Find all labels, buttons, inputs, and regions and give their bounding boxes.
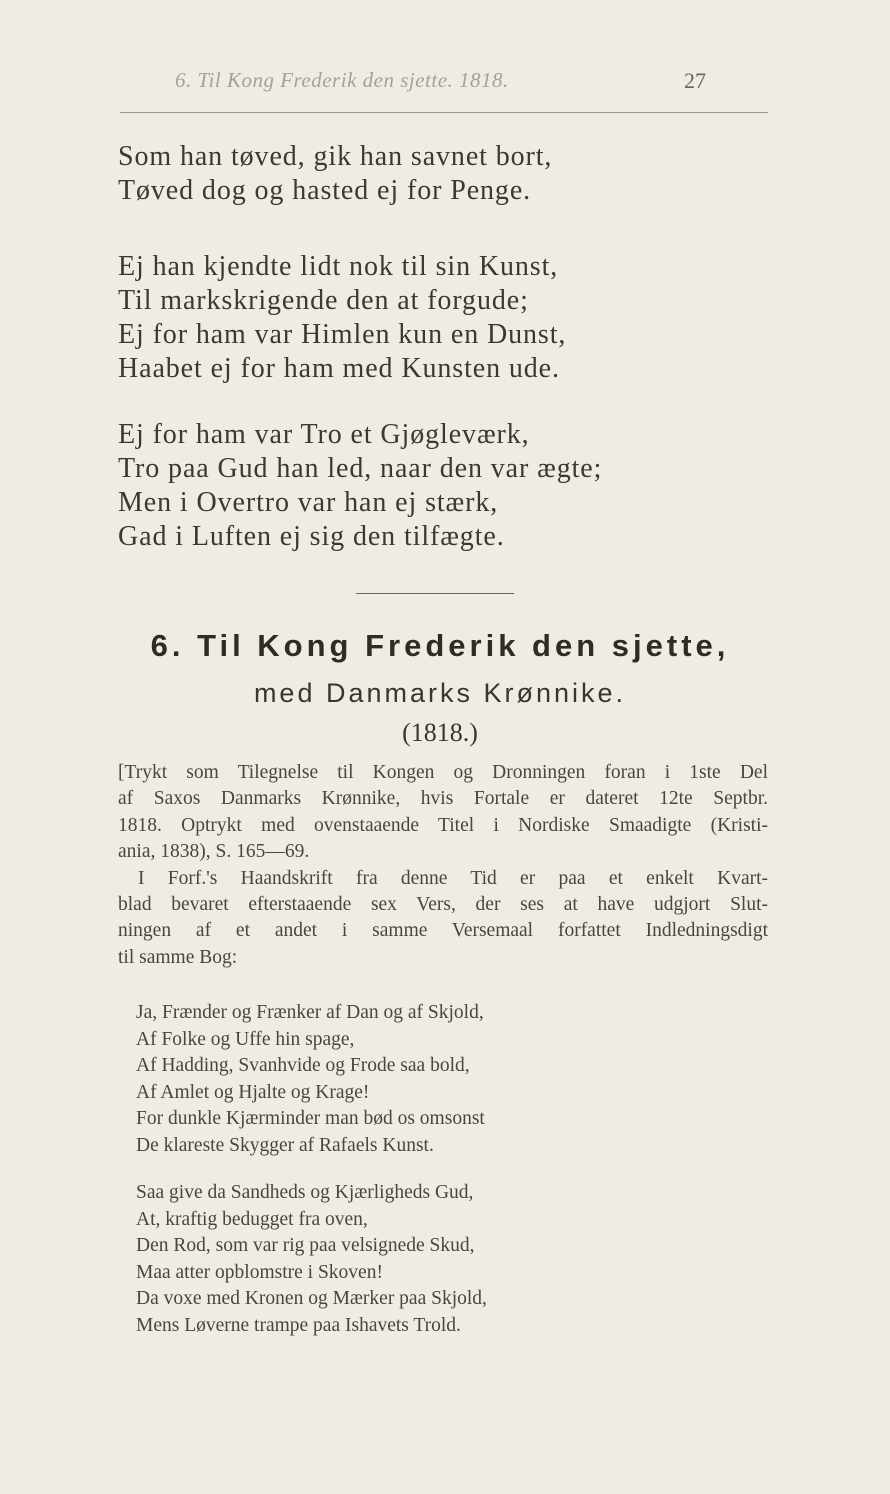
note-line: blad bevaret efterstaaende sex Vers, der ses at have udgjort Slut- [118, 894, 768, 916]
note-line: af Saxos Danmarks Krønnike, hvis Fortale er dateret 12te Septbr. [118, 788, 768, 810]
verse-line: Til markskrigende den at forgude; [118, 285, 529, 316]
verse-line: Ej han kjendte lidt nok til sin Kunst, [118, 251, 559, 282]
verse-line: Som han tøved, gik han savnet bort, [118, 141, 553, 172]
note-line: [Trykt som Tilegnelse til Kongen og Dronningen foran i 1ste Del [118, 762, 768, 783]
running-header [0, 68, 890, 98]
header-rule [120, 112, 768, 113]
quoted-verse-line: Da voxe med Kronen og Mærker paa Skjold, [136, 1288, 487, 1309]
section-divider [356, 593, 514, 594]
verse-line: Ej for ham var Tro et Gjøgleværk, [118, 419, 530, 450]
poem-stanza [118, 140, 552, 208]
section-year: (1818.) [402, 718, 478, 747]
note-line: ania, 1838), S. 165—69. [118, 841, 310, 863]
quoted-verse-line: Mens Løverne trampe paa Ishavets Trold. [136, 1314, 461, 1336]
section-title: 6. Til Kong Frederik den sjette, [150, 628, 730, 663]
verse-line: Tro paa Gud han led, naar den var ægte; [118, 453, 603, 484]
verse-line: Tøved dog og hasted ej for Penge. [118, 175, 532, 206]
quoted-verse-line: Den Rod, som var rig paa velsignede Skud, [136, 1235, 475, 1256]
poem-stanza [118, 250, 566, 386]
quoted-verse-line: At, kraftig bedugget fra oven, [136, 1208, 368, 1230]
section-subtitle: med Danmarks Krønnike. [253, 678, 627, 708]
quoted-verse-line: For dunkle Kjærminder man bød os omsonst [136, 1108, 485, 1129]
note-line: til samme Bog: [118, 946, 238, 968]
verse-line: Men i Overtro var han ej stærk, [118, 487, 499, 518]
page-number: 27 [684, 68, 706, 93]
note-line: I Forf.'s Haandskrift fra denne Tid er paa et enkelt Kvart- [138, 867, 768, 889]
quoted-verse-line: Ja, Frænder og Frænker af Dan og af Skjold, [136, 1002, 484, 1023]
note-line: 1818. Optrykt med ovenstaaende Titel i Nordiske Smaadigte (Kristi- [118, 814, 768, 836]
quoted-stanza [136, 1000, 485, 1159]
verse-line: Gad i Luften ej sig den tilfægte. [118, 521, 505, 552]
quoted-verse-line: Af Folke og Uffe hin spage, [136, 1028, 355, 1050]
quoted-verse-line: Maa atter opblomstre i Skoven! [136, 1261, 383, 1283]
editorial-note [118, 760, 768, 971]
quoted-verse-line: Af Hadding, Svanhvide og Frode saa bold, [136, 1055, 470, 1076]
note-line: ningen af et andet i samme Versemaal forfattet Indledningsdigt [118, 920, 768, 942]
verse-line: Ej for ham var Himlen kun en Dunst, [118, 319, 567, 350]
poem-stanza [118, 418, 602, 554]
running-header-title: 6. Til Kong Frederik den sjette. 1818. [175, 68, 509, 92]
quoted-verse-line: De klareste Skygger af Rafaels Kunst. [136, 1134, 434, 1156]
quoted-verse-line: Af Amlet og Hjalte og Krage! [136, 1081, 370, 1103]
quoted-stanza [136, 1180, 487, 1339]
verse-line: Haabet ej for ham med Kunsten ude. [118, 353, 560, 384]
quoted-verse-line: Saa give da Sandheds og Kjærligheds Gud, [136, 1182, 474, 1203]
